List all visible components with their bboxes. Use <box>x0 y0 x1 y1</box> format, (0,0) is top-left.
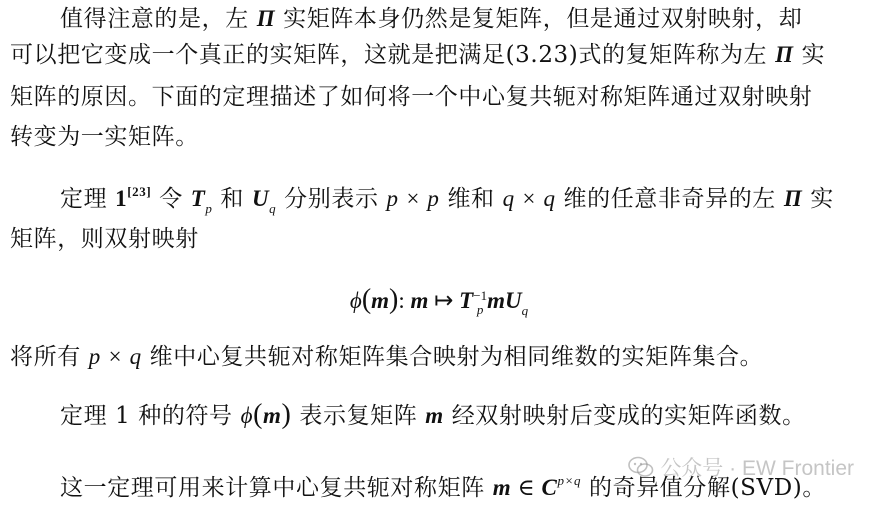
paren: ) <box>389 284 399 315</box>
para1-line4: 转变为一实矩阵。 <box>10 124 199 150</box>
dimension: p × p <box>386 186 440 211</box>
matrix-m: m <box>492 475 512 500</box>
matrix-m: m <box>410 288 429 313</box>
theorem-line1 <box>60 175 834 226</box>
para2 <box>10 340 763 374</box>
text-run: 值得注意的是，左 <box>60 6 257 32</box>
matrix-m: m <box>371 288 390 313</box>
text-run: 经双射映射后变成的实矩阵函数。 <box>443 403 806 429</box>
text-run: 实 <box>802 186 834 212</box>
paren: ( <box>361 284 372 315</box>
subscript: q <box>269 201 277 216</box>
pi-symbol: Π <box>783 186 803 211</box>
text-run: 这一定理可用来计算中心复共轭对称矩阵 <box>60 475 493 501</box>
phi-symbol: ϕ <box>349 288 362 313</box>
matrix-m: m <box>263 403 282 428</box>
complex-set-C: C <box>541 475 558 500</box>
para3 <box>60 398 806 433</box>
phi-symbol: ϕ <box>240 403 254 428</box>
script-stack <box>473 289 487 317</box>
paren: ) <box>281 399 292 430</box>
text-run: 维和 <box>439 186 503 212</box>
watermark-text: 公众号 · EW Frontier <box>660 457 854 480</box>
matrix-T: T <box>190 186 206 211</box>
paren: ( <box>253 399 264 430</box>
text-run: 维中心复共轭对称矩阵集合映射为相同维数的实矩阵集合。 <box>141 344 764 370</box>
dimension: p × q <box>88 344 142 369</box>
superscript: p×q <box>557 473 582 488</box>
text-run: 定理 1 种的符号 <box>60 403 241 429</box>
citation-ref: [23] <box>127 184 152 199</box>
matrix-U: U <box>251 186 270 211</box>
dimension: q × q <box>502 186 556 211</box>
text-run: 的奇异值分解(SVD)。 <box>581 475 826 501</box>
text-run: 和 <box>212 186 252 212</box>
pi-symbol: Π <box>775 42 794 67</box>
element-of: ∈ <box>511 475 542 500</box>
subscript: p <box>476 301 484 317</box>
matrix-m: m <box>425 403 444 428</box>
text-run: 实 <box>793 42 826 68</box>
superscript: −1 <box>473 287 488 303</box>
text-run: 令 <box>151 186 191 212</box>
subscript: q <box>521 303 529 318</box>
watermark <box>628 452 854 482</box>
theorem-number: 1 <box>115 186 128 211</box>
colon: : <box>398 288 411 313</box>
text-run: 可以把它变成一个真正的实矩阵，这就是把满足(3.23)式的复矩阵称为左 <box>10 42 776 68</box>
subscript: p <box>205 201 213 216</box>
para1-line2 <box>10 38 825 72</box>
matrix-m: m <box>487 288 505 313</box>
maps-to-arrow: ↦ <box>428 288 460 313</box>
wechat-icon <box>628 456 654 478</box>
text-run: 表示复矩阵 <box>291 403 426 429</box>
para1-line3: 矩阵的原因。下面的定理描述了如何将一个中心复共轭对称矩阵通过双射映射 <box>10 84 813 110</box>
text-run: 分别表示 <box>276 186 387 212</box>
matrix-T: T <box>459 288 474 313</box>
theorem-line2: 矩阵，则双射映射 <box>10 226 199 252</box>
theorem-label: 定理 <box>60 186 116 212</box>
mapping-formula <box>0 282 878 329</box>
text-run: 实矩阵本身仍然是复矩阵，但是通过双射映射，却 <box>275 6 803 32</box>
para1-line1 <box>60 2 802 36</box>
text-run: 将所有 <box>10 344 89 370</box>
matrix-U: U <box>504 288 522 313</box>
pi-symbol: Π <box>256 6 276 31</box>
text-run: 维的任意非奇异的左 <box>555 186 784 212</box>
